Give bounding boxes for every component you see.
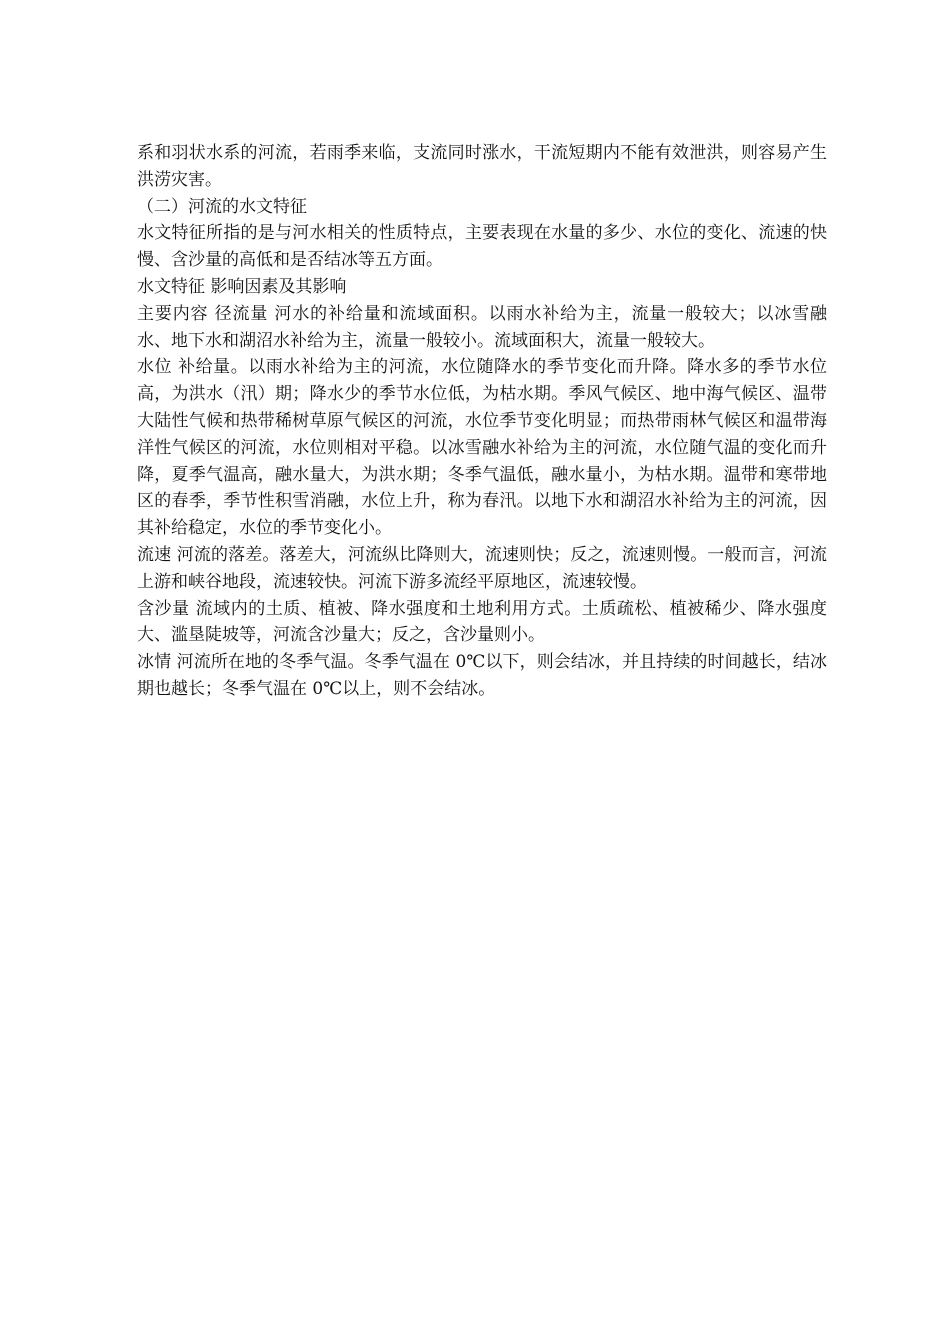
table-header-text: 水文特征 影响因素及其影响 xyxy=(137,276,347,297)
paragraph-runoff: 主要内容 径流量 河水的补给量和流域面积。以雨水补给为主，流量一般较大；以冰雪融水、地下水和湖沼水补给为主，流量一般较小。流域面积大，流量一般较大。 xyxy=(137,303,827,351)
paragraph-hydrology-definition: 水文特征所指的是与河水相关的性质特点，主要表现在水量的多少、水位的变化、流速的快慢、含沙量的高低和是否结冰等五方面。 xyxy=(137,223,827,271)
document-body xyxy=(137,140,827,703)
paragraph-flow-speed: 流速 河流的落差。落差大，河流纵比降则大，流速则快；反之，流速则慢。一般而言，河流上游和峡谷地段，流速较快。河流下游多流经平原地区，流速较慢。 xyxy=(137,544,827,592)
paragraph-ice: 冰情 河流所在地的冬季气温。冬季气温在 0℃以下，则会结冰，并且持续的时间越长，结冰期也越长；冬季气温在 0℃以上，则不会结冰。 xyxy=(137,652,827,699)
paragraph-water-level: 水位 补给量。以雨水补给为主的河流，水位随降水的季节变化而升降。降水多的季节水位高，为洪水（汛）期；降水少的季节水位低，为枯水期。季风气候区、地中海气候区、温带大陆性气候和热带稀树草原气候区的河流，水位季节变化明显；而热带雨林气候区和温带海洋性气候区的河流，水位则相对平稳。以冰雪融水补给为主的河流，水位随气温的变化而升降，夏季气温高，融水量大，为洪水期；冬季气温低，融水量小，为枯水期。温带和寒带地区的春季，季节性积雪消融，水位上升，称为春汛。以地下水和湖沼水补给为主的河流，因其补给稳定，水位的季节变化小。 xyxy=(137,357,827,539)
paragraph-sediment: 含沙量 流域内的土质、植被、降水强度和土地利用方式。土质疏松、植被稀少、降水强度大、滥垦陡坡等，河流含沙量大；反之，含沙量则小。 xyxy=(137,598,827,646)
paragraph-flood-risk: 系和羽状水系的河流，若雨季来临，支流同时涨水，干流短期内不能有效泄洪，则容易产生洪涝灾害。 xyxy=(137,143,827,190)
section-heading-hydrology: （二）河流的水文特征 xyxy=(137,196,307,217)
